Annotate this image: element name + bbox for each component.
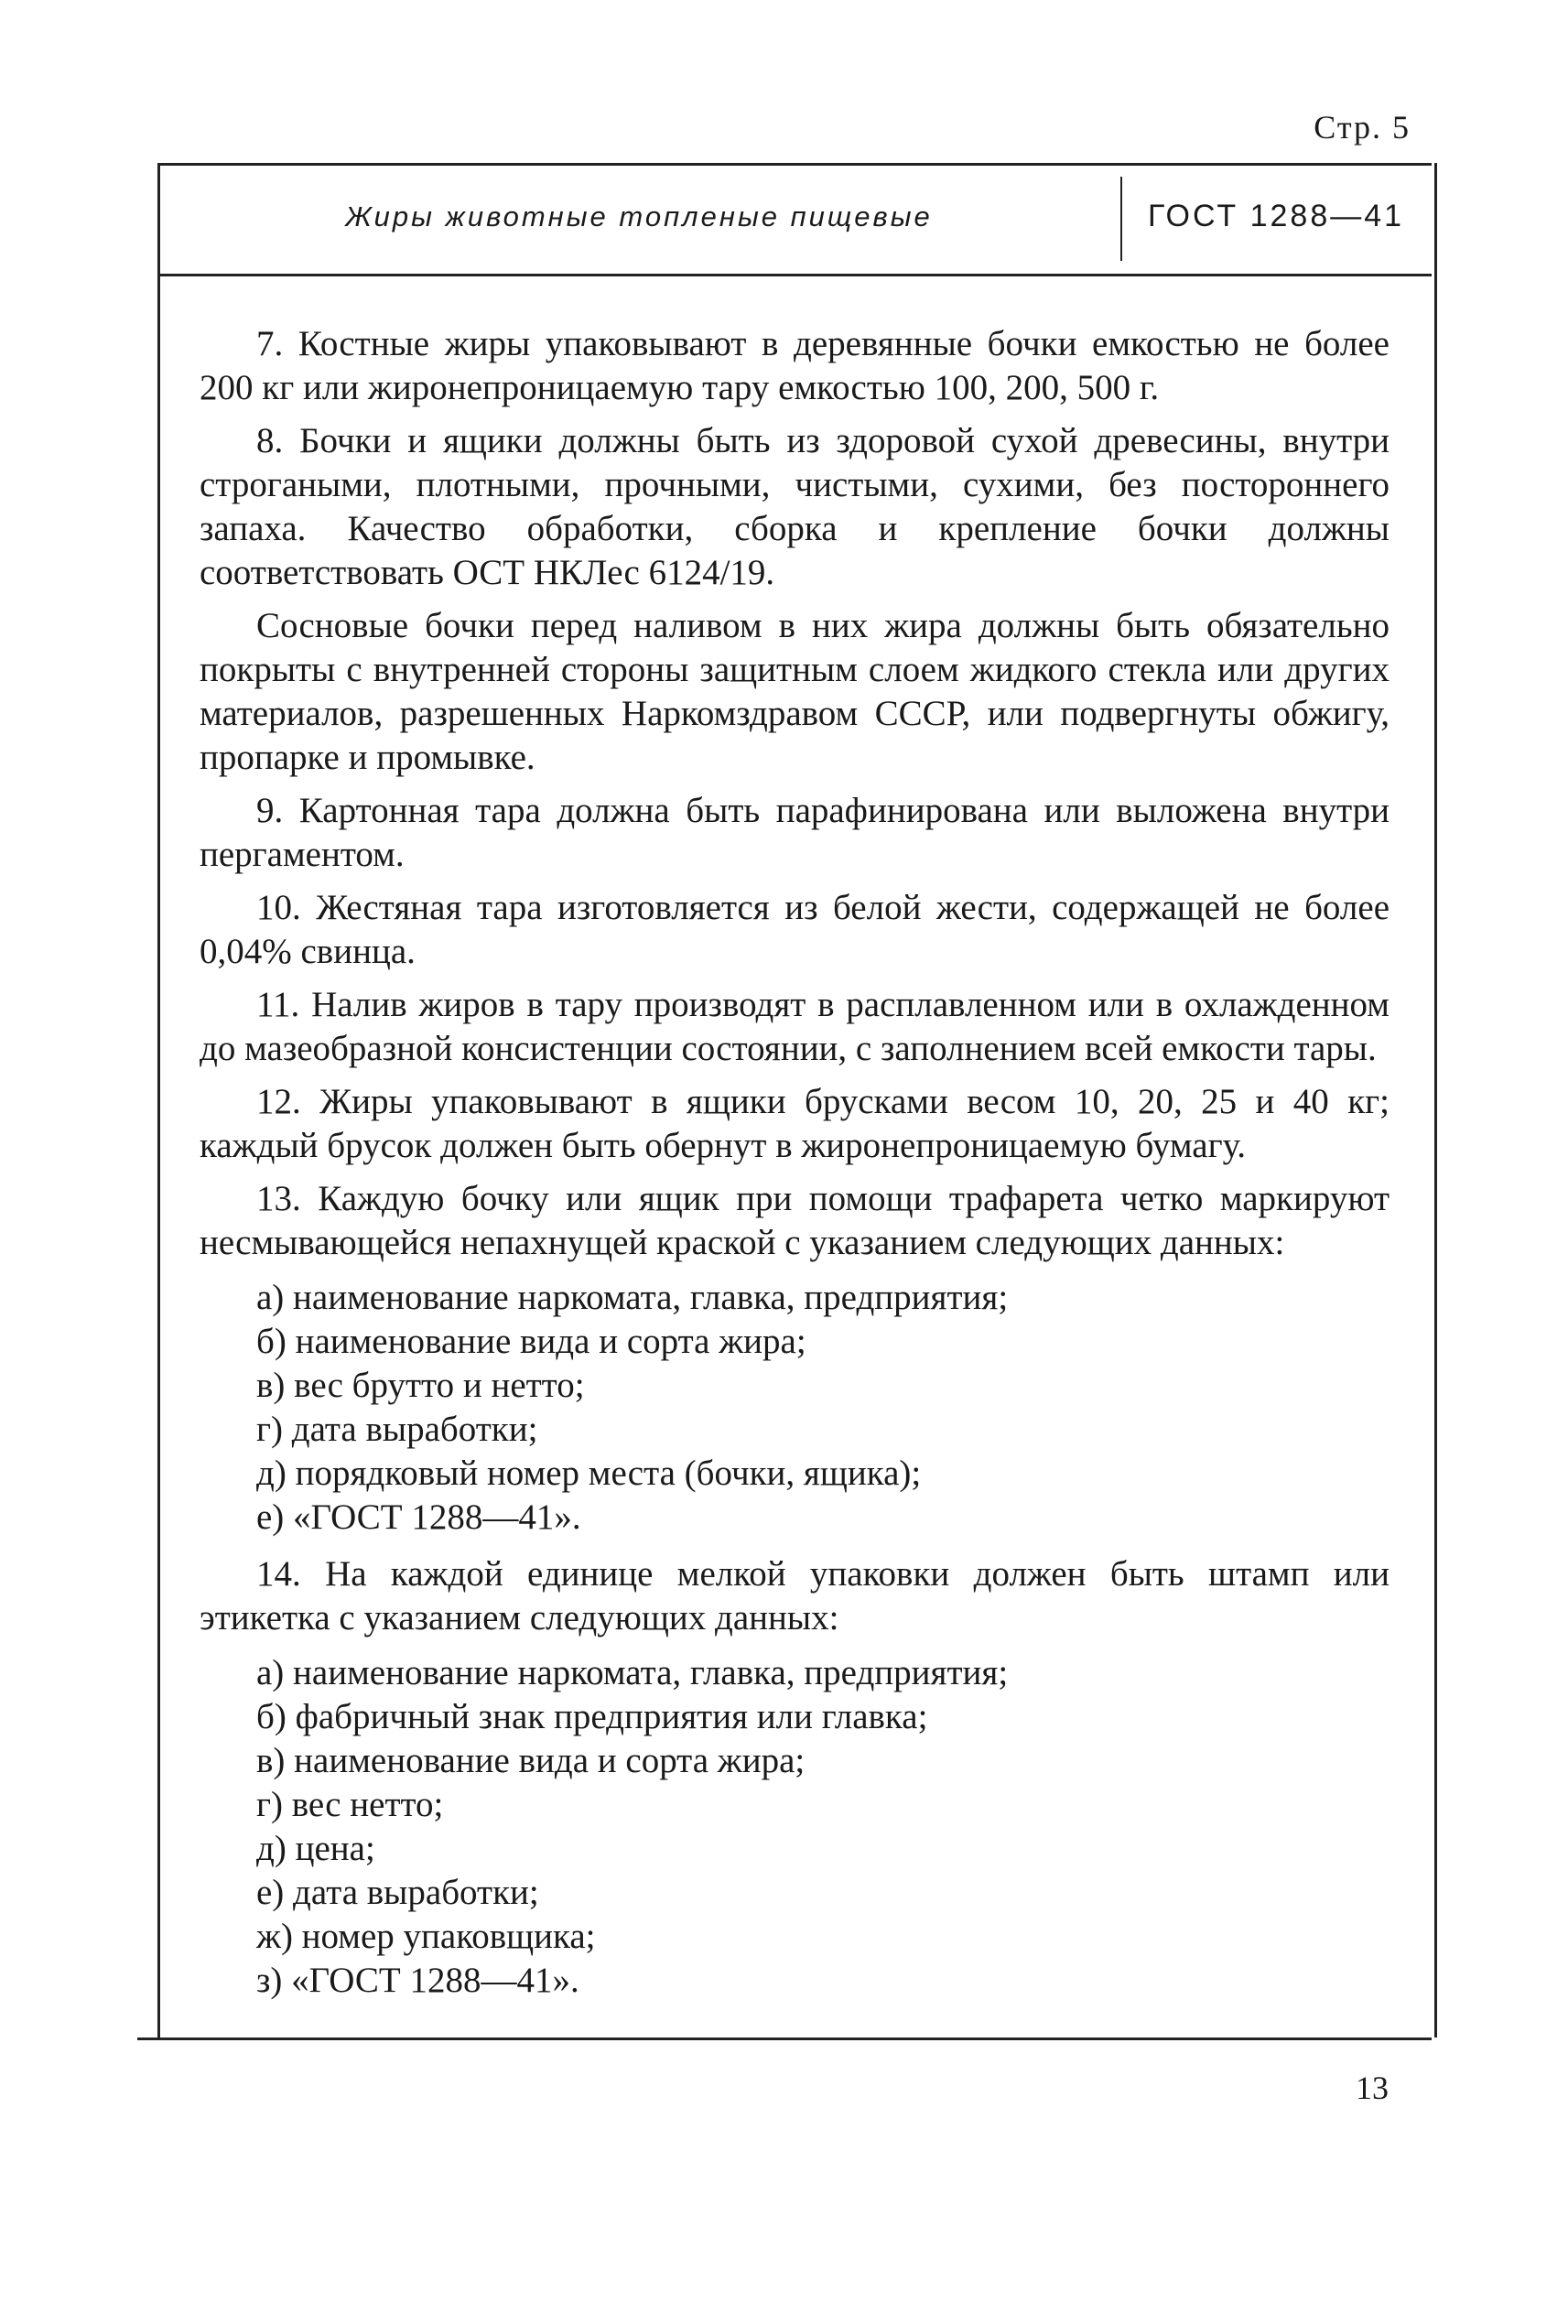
list-item: а) наименование наркомата, главка, предприятия; [256, 1653, 1009, 1692]
list-item: г) вес нетто; [256, 1785, 444, 1824]
document-body [200, 322, 1390, 2016]
list-item: д) порядковый номер места (бочки, ящика); [256, 1454, 922, 1493]
list-item: в) вес брутто и нетто; [256, 1366, 585, 1405]
paragraph-9: 9. Картонная тара должна быть парафинирована или выложена внутри пергаментом. [200, 791, 1390, 874]
footer-rule [137, 2038, 1432, 2040]
running-header [157, 163, 1432, 276]
list-item: б) фабричный знак предприятия или главка; [256, 1697, 928, 1736]
list-item: в) наименование вида и сорта жира; [256, 1741, 806, 1780]
list-item: б) наименование вида и сорта жира; [256, 1322, 806, 1361]
paragraph-12: 12. Жиры упаковывают в ящики брусками весом 10, 20, 25 и 40 кг; каждый брусок должен быть обернут в жиронепроницаемую бумагу. [200, 1082, 1390, 1165]
label-list [200, 1651, 1390, 2003]
paragraph-10: 10. Жестяная тара изготовляется из белой жести, содержащей не более 0,04% свинца. [200, 888, 1390, 971]
paragraph-14: 14. На каждой единице мелкой упаковки должен быть штамп или этикетка с указанием следующих данных: [200, 1554, 1390, 1638]
header-title: Жиры животные топленые пищевые [345, 200, 933, 232]
list-item: е) «ГОСТ 1288—41». [256, 1497, 581, 1537]
paragraph-13: 13. Каждую бочку или ящик при помощи трафарета четко маркируют несмывающейся непахнущей краской с указанием следующих данных: [200, 1179, 1390, 1262]
paragraph-8: 8. Бочки и ящики должны быть из здоровой сухой древесины, внутри строгаными, плотными, прочными, чистыми, сухими, без постороннего запаха. Качество обработки, сборка и крепление бочки должны соответствовать ОСТ НКЛес 6124/19. [200, 421, 1390, 592]
paragraph-8-continued: Сосновые бочки перед наливом в них жира должны быть обязательно покрыты с внутренней стороны защитным слоем жидкого стекла или других материалов, разрешенных Наркомздравом СССР, или подвергнуты обжигу, пропарке и промывке. [200, 606, 1390, 777]
page-number: 13 [1356, 2070, 1389, 2106]
list-item: г) дата выработки; [256, 1410, 538, 1449]
marking-list [200, 1276, 1390, 1540]
list-item: з) «ГОСТ 1288—41». [256, 1961, 579, 2000]
header-divider [1120, 177, 1122, 261]
list-item: е) дата выработки; [256, 1873, 539, 1912]
paragraph-11: 11. Налив жиров в тару производят в расплавленном или в охлажденном до мазеобразной консистенции состоянии, с заполнением всей емкости тары. [200, 985, 1390, 1068]
header-standard: ГОСТ 1288—41 [1148, 199, 1405, 233]
list-item: ж) номер упаковщика; [256, 1917, 596, 1956]
list-item: д) цена; [256, 1829, 375, 1868]
list-item: а) наименование наркомата, главка, предприятия; [256, 1278, 1009, 1317]
page-label: Стр. 5 [1314, 109, 1411, 146]
paragraph-7: 7. Костные жиры упаковывают в деревянные бочки емкостью не более 200 кг или жиронепроницаемую тару емкостью 100, 200, 500 г. [200, 324, 1390, 407]
